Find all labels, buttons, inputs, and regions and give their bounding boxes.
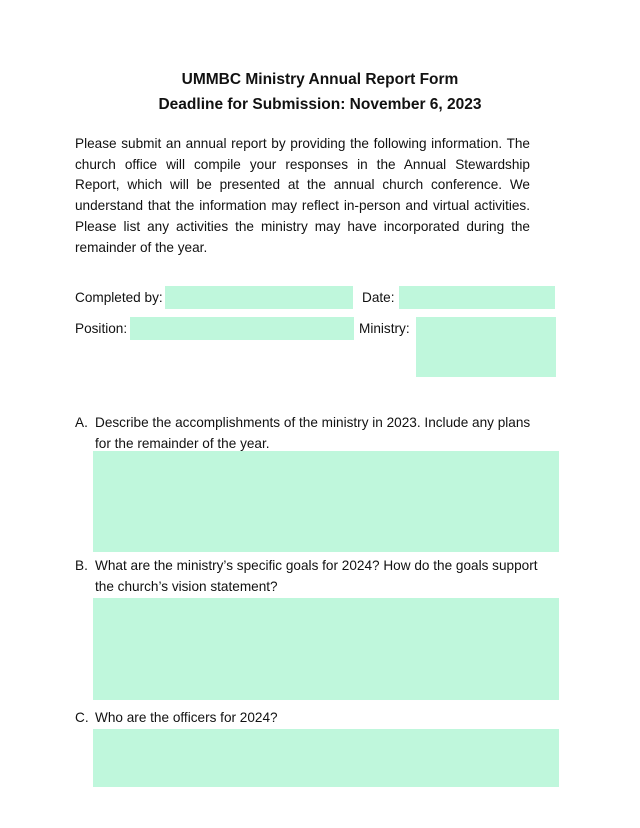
ministry-field[interactable] xyxy=(416,317,556,377)
date-label: Date: xyxy=(362,290,395,305)
answer-a-field[interactable] xyxy=(93,451,559,552)
question-c xyxy=(75,707,545,728)
date-field[interactable] xyxy=(399,286,555,309)
completed-by-label: Completed by: xyxy=(75,290,163,305)
submission-deadline: Deadline for Submission: November 6, 2023 xyxy=(158,96,482,113)
question-c-text: Who are the officers for 2024? xyxy=(95,710,278,725)
ministry-label: Ministry: xyxy=(359,321,410,336)
position-label: Position: xyxy=(75,321,128,336)
question-a-text: Describe the accomplishments of the ministry in 2023. Include any plans for the remainder of the year. xyxy=(95,415,531,451)
instructions-paragraph: Please submit an annual report by providing the following information. The church office will compile your responses in the Annual Stewardship Report, which will be presented at the annual church conference. We understand that the information may reflect in-person and virtual activities. Please list any activities the ministry may have incorporated during the remainder of the year. xyxy=(75,136,530,255)
answer-c-field[interactable] xyxy=(93,729,559,787)
position-field[interactable] xyxy=(130,317,354,340)
form-title: UMMBC Ministry Annual Report Form xyxy=(181,71,459,88)
question-b xyxy=(75,555,545,597)
question-b-text: What are the ministry’s specific goals for 2024? How do the goals support the church’s vision statement? xyxy=(95,558,538,594)
question-a xyxy=(75,412,545,454)
answer-b-field[interactable] xyxy=(93,598,559,700)
question-b-letter: B. xyxy=(75,558,88,573)
question-a-letter: A. xyxy=(75,415,88,430)
question-c-letter: C. xyxy=(75,710,89,725)
completed-by-field[interactable] xyxy=(165,286,353,309)
